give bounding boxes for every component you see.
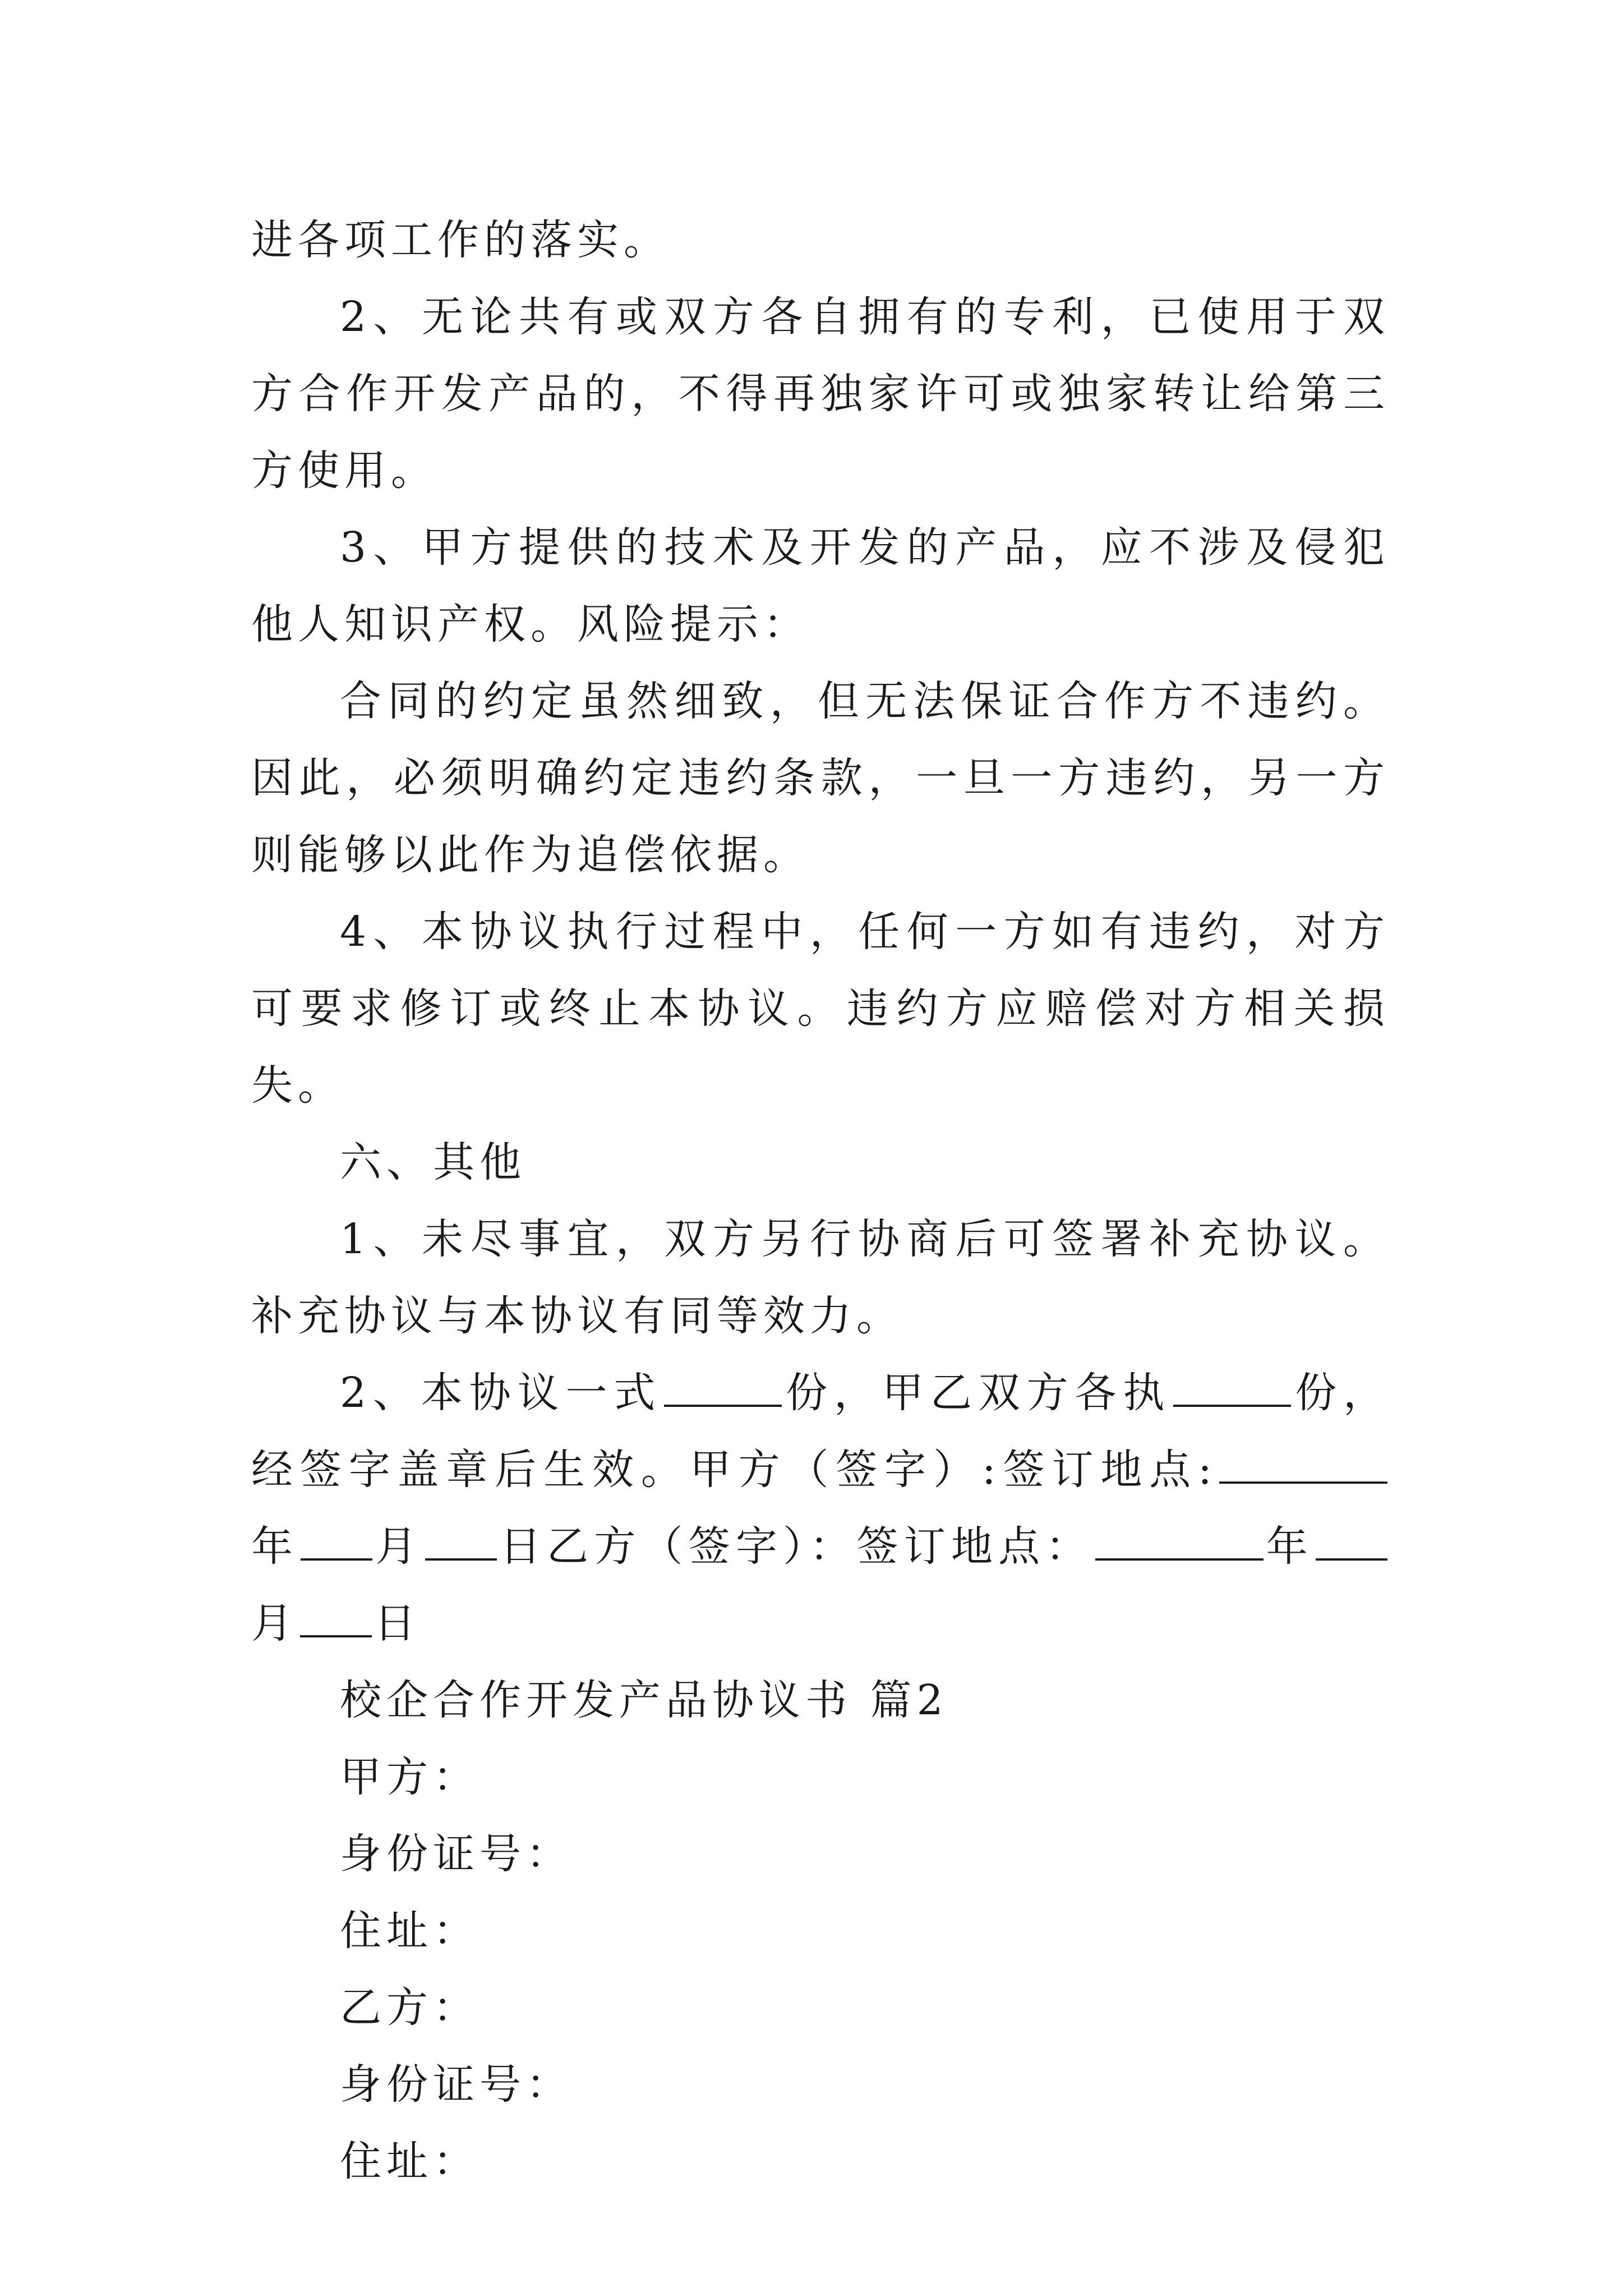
copies-text-3: 份，经签字盖章后生效。甲方（签字）:签订地点:	[251, 1369, 1390, 1494]
party-b-month-blank	[300, 1602, 372, 1637]
party-a-address-label: 住址：	[340, 1907, 479, 1955]
copies-text-6: 日乙方（签字）：签订地点：	[499, 1522, 1093, 1571]
month-label-a: 月	[375, 1522, 423, 1571]
section-heading-other: 六、其他	[340, 1138, 526, 1186]
day-label-b: 日	[374, 1599, 421, 1648]
party-b-place-blank	[1095, 1525, 1264, 1561]
party-a-month-blank	[425, 1525, 497, 1561]
party-a-id-label: 身份证号：	[340, 1830, 573, 1878]
party-b-year-blank	[1316, 1525, 1387, 1561]
party-b-id-label: 身份证号：	[340, 2060, 573, 2109]
year-label-a: 年	[251, 1522, 299, 1571]
paragraph-ip-clause: 3、甲方提供的技术及开发的产品，应不涉及侵犯他人知识产权。风险提示：	[251, 523, 1390, 648]
month-label-b: 月	[251, 1599, 298, 1648]
paragraph-continuation: 进各项工作的落实。	[251, 216, 670, 264]
copies-each-blank	[1173, 1371, 1291, 1407]
paragraph-supplement-clause: 1、未尽事宜，双方另行协商后可签署补充协议。补充协议与本协议有同等效力。	[251, 1215, 1390, 1340]
paragraph-copies-signature	[251, 1355, 1390, 1662]
paragraph-risk-note: 合同的约定虽然细致，但无法保证合作方不违约。因此，必须明确约定违约条款，一旦一方违约，另一方则能够以此作为追偿依据。	[251, 677, 1390, 879]
party-a-place-blank	[1219, 1448, 1387, 1484]
copies-text-2: 份，甲乙双方各执	[784, 1369, 1172, 1417]
paragraph-breach-clause: 4、本协议执行过程中，任何一方如有违约，对方可要求修订或终止本协议。违约方应赔偿对方相关损失。	[251, 908, 1390, 1110]
copies-count-blank	[664, 1371, 782, 1407]
party-b-address-label: 住址：	[340, 2137, 479, 2185]
section-2-title: 校企合作开发产品协议书 篇2	[340, 1676, 948, 1724]
paragraph-patent-clause: 2、无论共有或双方各自拥有的专利，已使用于双方合作开发产品的，不得再独家许可或独家转让给第三方使用。	[251, 293, 1390, 495]
party-a-label: 甲方：	[340, 1753, 479, 1801]
party-b-label: 乙方：	[340, 1984, 479, 2032]
year-label-b: 年	[1265, 1522, 1314, 1571]
party-a-year-blank	[301, 1525, 372, 1561]
copies-text-1: 2、本协议一式	[340, 1369, 662, 1417]
document-body	[251, 202, 1390, 2200]
